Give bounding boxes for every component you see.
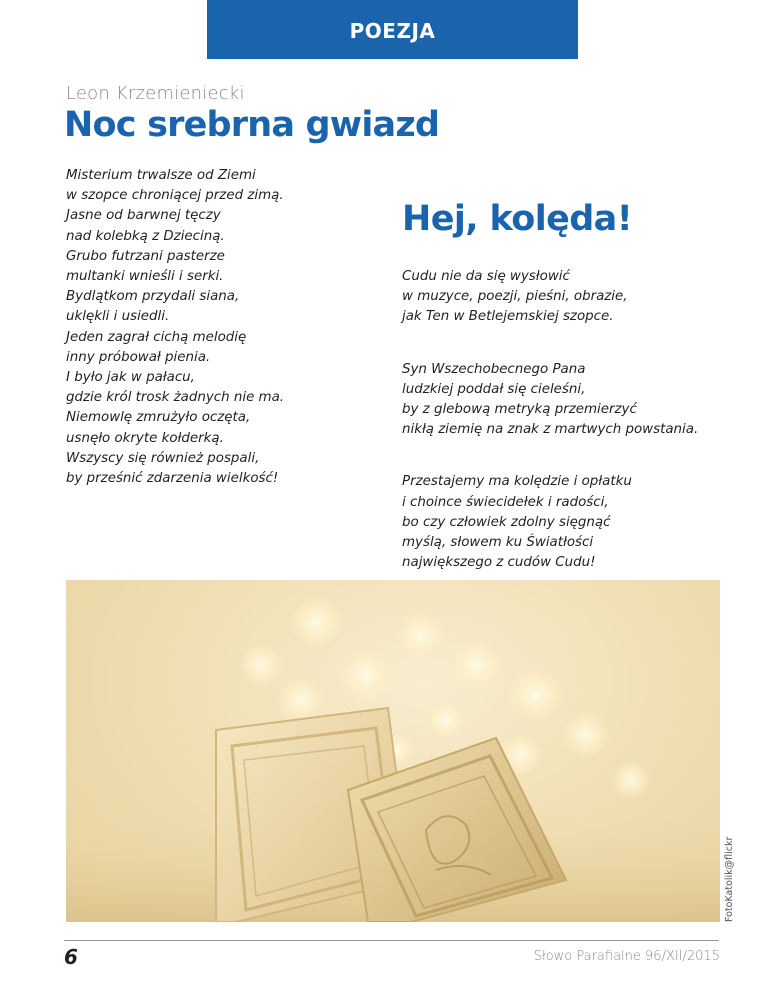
poem-line: multanki wnieśli i serki. — [66, 269, 224, 285]
page-number: 6 — [64, 945, 78, 969]
poem-line: Jasne od barwnej tęczy — [66, 208, 221, 224]
poem-line: w szopce chroniącej przed zimą. — [66, 188, 284, 204]
poem-line: inny próbował pienia. — [66, 349, 211, 365]
poem-line: ludzkiej poddał się cieleśni, — [402, 381, 586, 397]
poem-line: Jeden zagrał cichą melodię — [66, 329, 247, 345]
poem-line: gdzie król trosk żadnych nie ma. — [66, 390, 285, 406]
poem-line: Wszyscy się również pospali, — [66, 450, 260, 466]
poem-right-body — [402, 267, 742, 605]
poem-line: i choince świecidełek i radości, — [402, 494, 609, 510]
poem-line: Grubo futrzani pasterze — [66, 248, 225, 264]
poem-line: usnęło okryte kołderką. — [66, 430, 224, 446]
poem-line: uklękli i usiedli. — [66, 309, 170, 325]
poem-line: Syn Wszechobecnego Pana — [402, 361, 586, 377]
stanza — [402, 360, 742, 441]
footer-divider — [64, 940, 719, 941]
author-name: Leon Krzemieniecki — [66, 83, 245, 104]
poem-left-body — [66, 166, 386, 489]
poem-line: Niemowlę zmrużyło oczęta, — [66, 410, 251, 426]
poem-line: w muzyce, poezji, pieśni, obrazie, — [402, 289, 628, 305]
poem-line: bo czy człowiek zdolny sięgnąć — [402, 514, 611, 530]
poem-line: jak Ten w Betlejemskiej szopce. — [402, 309, 614, 325]
publication-name: Słowo Parafialne 96/XII/2015 — [533, 949, 720, 964]
poem-line: myślą, słowem ku Światłości — [402, 535, 594, 551]
poem-title-left: Noc srebrna gwiazd — [64, 105, 440, 145]
poem-line: nikłą ziemię na znak z martwych powstania. — [402, 422, 699, 438]
poem-title-right: Hej, kolęda! — [402, 199, 633, 239]
section-tab: POEZJA — [207, 0, 578, 59]
poem-line: największego z cudów Cudu! — [402, 555, 596, 571]
wafer-photo — [66, 580, 720, 922]
stanza — [402, 267, 742, 328]
poem-line: Przestajemy ma kolędzie i opłatku — [402, 474, 632, 490]
poem-line: nad kolebką z Dzieciną. — [66, 228, 225, 244]
poem-line: Bydlątkom przydali siana, — [66, 289, 240, 305]
poem-line: by prześnić zdarzenia wielkość! — [66, 471, 279, 487]
poem-line: I było jak w pałacu, — [66, 370, 195, 386]
photo-credit: FotoKatolik@flickr — [724, 836, 735, 922]
stanza — [402, 472, 742, 573]
poem-line: Misterium trwalsze od Ziemi — [66, 168, 256, 183]
poem-line: by z glebową metryką przemierzyć — [402, 402, 637, 418]
poem-line: Cudu nie da się wysłowić — [402, 269, 570, 284]
